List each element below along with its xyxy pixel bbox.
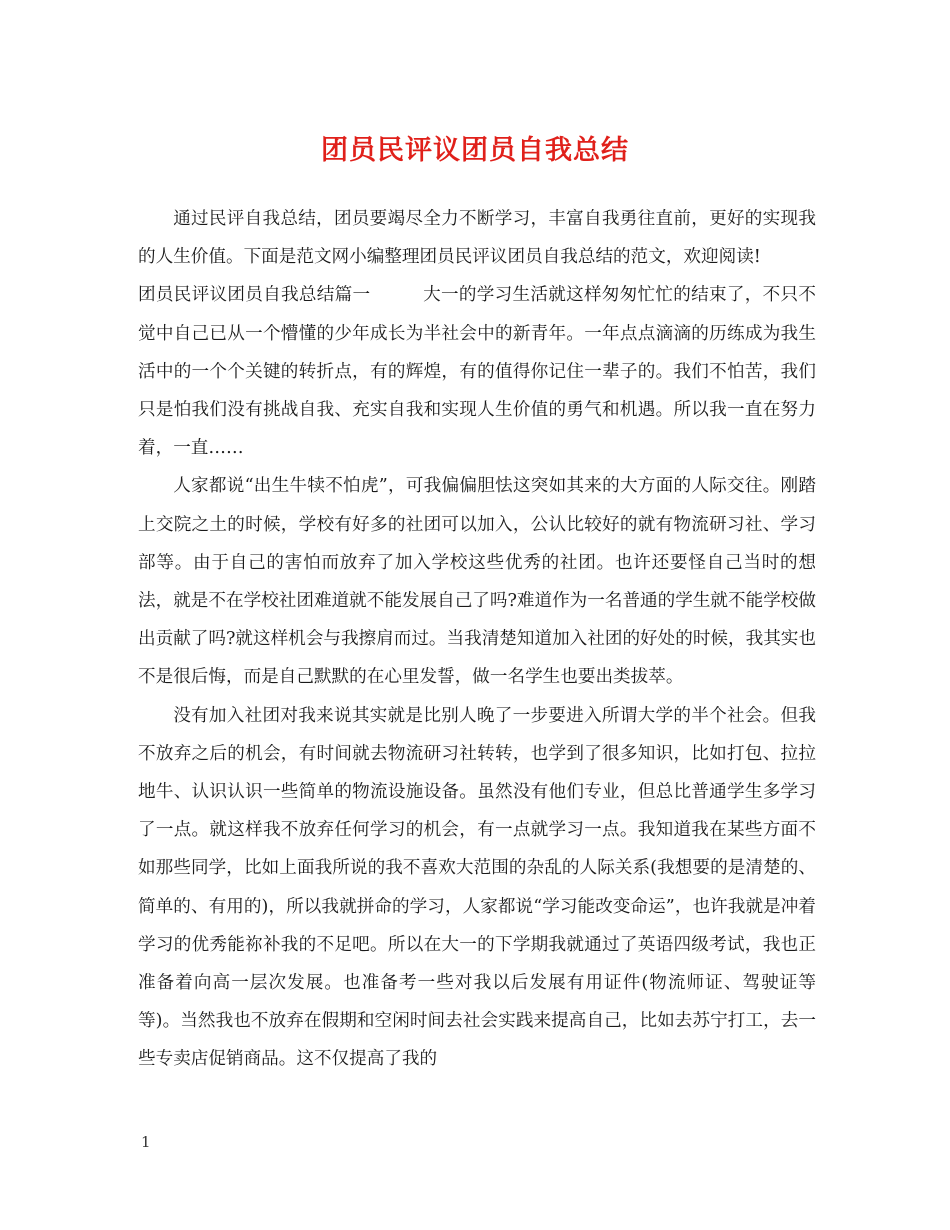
document-title: 团员民评议团员自我总结 — [321, 135, 629, 166]
intro-paragraph: 通过民评自我总结，团员要竭尽全力不断学习，丰富自我勇往直前，更好的实现我的人生价值。下面是范文网小编整理团员民评议团员自我总结的范文，欢迎阅读! — [138, 209, 816, 268]
document-body — [138, 200, 816, 1079]
section-paragraph — [138, 276, 816, 467]
section-first-text: 大一的学习生活就这样匆匆忙忙的结束了，不只不觉中自己已从一个懵懂的少年成长为半社会中的新青年。一年点点滴滴的历练成为我生活中的一个个关键的转折点，有的辉煌，有的值得你记住一辈子的。我们不怕苦，我们只是怕我们没有挑战自我、充实自我和实现人生价值的勇气和机遇。所以我一直在努力着，一直…… — [138, 285, 816, 459]
page-number: 1 — [141, 1133, 151, 1151]
body-paragraph-2: 人家都说“出生牛犊不怕虎”，可我偏偏胆怯这突如其来的大方面的人际交往。刚踏上交院之土的时候，学校有好多的社团可以加入，公认比较好的就有物流研习社、学习部等。由于自己的害怕而放弃了加入学校这些优秀的社团。也许还要怪自己当时的想法，就是不在学校社团难道就不能发展自己了吗?难道作为一名普通的学生就不能学校做出贡献了吗?就这样机会与我擦肩而过。当我清楚知道加入社团的好处的时候，我其实也不是很后悔，而是自己默默的在心里发誓，做一名学生也要出类拔萃。 — [138, 476, 816, 688]
body-paragraph-3: 没有加入社团对我来说其实就是比别人晚了一步要进入所谓大学的半个社会。但我不放弃之后的机会，有时间就去物流研习社转转，也学到了很多知识，比如打包、拉拉地牛、认识认识一些简单的物流设施设备。虽然没有他们专业，但总比普通学生多学习了一点。就这样我不放弃任何学习的机会，有一点就学习一点。我知道我在某些方面不如那些同学，比如上面我所说的我不喜欢大范围的杂乱的人际关系(我想要的是清楚的、简单的、有用的)，所以我就拼命的学习，人家都说“学习能改变命运”，也许我就是冲着学习的优秀能祢补我的不足吧。所以在大一的下学期我就通过了英语四级考试，我也正准备着向高一层次发展。也准备考一些对我以后发展有用证件(物流师证、驾驶证等等)。当然我也不放弃在假期和空闲时间去社会实践来提高自己，比如去苏宁打工，去一些专卖店促销商品。这不仅提高了我的 — [138, 705, 816, 1070]
section-title: 团员民评议团员自我总结篇一 — [138, 285, 371, 306]
